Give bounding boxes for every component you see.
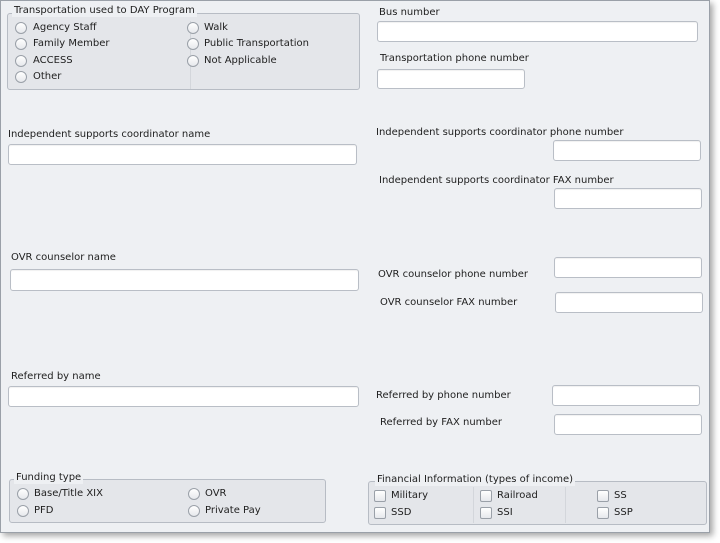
bus-number-label: Bus number xyxy=(379,7,440,18)
radio-family-member-label: Family Member xyxy=(33,38,110,49)
bus-number-input[interactable] xyxy=(377,21,698,42)
radio-base-title-xix[interactable] xyxy=(17,488,29,500)
financial-column-divider-2 xyxy=(565,487,566,523)
financial-info-group-title: Financial Information (types of income) xyxy=(377,474,574,485)
radio-other-label: Other xyxy=(33,71,62,82)
ovr-phone-label: OVR counselor phone number xyxy=(378,269,529,280)
radio-not-applicable[interactable] xyxy=(187,55,199,67)
funding-type-group xyxy=(9,479,326,523)
radio-agency-staff[interactable] xyxy=(15,22,27,34)
isc-phone-label: Independent supports coordinator phone number xyxy=(376,127,624,138)
radio-ovr[interactable] xyxy=(188,488,200,500)
financial-column-divider-1 xyxy=(473,487,474,523)
referred-by-fax-label: Referred by FAX number xyxy=(380,417,503,428)
radio-agency-staff-label: Agency Staff xyxy=(33,22,97,33)
radio-access[interactable] xyxy=(15,55,27,67)
isc-fax-label: Independent supports coordinator FAX number xyxy=(379,175,614,186)
radio-walk[interactable] xyxy=(187,22,199,34)
funding-type-group-title: Funding type xyxy=(16,472,82,483)
checkbox-railroad[interactable] xyxy=(480,490,492,502)
checkbox-railroad-label: Railroad xyxy=(497,490,538,501)
isc-phone-input[interactable] xyxy=(553,140,701,161)
radio-public-transportation[interactable] xyxy=(187,38,199,50)
ovr-fax-input[interactable] xyxy=(555,292,703,313)
isc-name-label: Independent supports coordinator name xyxy=(8,129,211,140)
ovr-fax-label: OVR counselor FAX number xyxy=(380,297,518,308)
ovr-phone-input[interactable] xyxy=(554,257,702,278)
radio-ovr-label: OVR xyxy=(205,488,227,499)
financial-info-group xyxy=(368,481,707,525)
referred-by-phone-input[interactable] xyxy=(552,385,700,406)
radio-private-pay-label: Private Pay xyxy=(205,505,261,516)
checkbox-ssd-label: SSD xyxy=(391,507,412,518)
radio-not-applicable-label: Not Applicable xyxy=(204,55,277,66)
ovr-name-input[interactable] xyxy=(10,269,359,291)
referred-by-phone-label: Referred by phone number xyxy=(376,390,511,401)
transportation-group-title: Transportation used to DAY Program xyxy=(14,5,195,16)
checkbox-ssi[interactable] xyxy=(480,507,492,519)
checkbox-military[interactable] xyxy=(374,490,386,502)
radio-access-label: ACCESS xyxy=(33,55,73,66)
transportation-phone-label: Transportation phone number xyxy=(380,53,529,64)
radio-walk-label: Walk xyxy=(204,22,228,33)
checkbox-ss-label: SS xyxy=(614,490,627,501)
radio-public-transportation-label: Public Transportation xyxy=(204,38,309,49)
checkbox-ss[interactable] xyxy=(597,490,609,502)
isc-fax-input[interactable] xyxy=(554,188,702,209)
checkbox-ssp-label: SSP xyxy=(614,507,633,518)
transportation-phone-input[interactable] xyxy=(377,69,525,89)
ovr-name-label: OVR counselor name xyxy=(11,252,116,263)
checkbox-ssp[interactable] xyxy=(597,507,609,519)
isc-name-input[interactable] xyxy=(8,144,357,165)
radio-pfd[interactable] xyxy=(17,505,29,517)
referred-by-fax-input[interactable] xyxy=(554,414,702,435)
radio-private-pay[interactable] xyxy=(188,505,200,517)
radio-family-member[interactable] xyxy=(15,38,27,50)
checkbox-military-label: Military xyxy=(391,490,429,501)
checkbox-ssd[interactable] xyxy=(374,507,386,519)
radio-pfd-label: PFD xyxy=(34,505,54,516)
radio-other[interactable] xyxy=(15,71,27,83)
referred-by-name-input[interactable] xyxy=(8,386,359,407)
checkbox-ssi-label: SSI xyxy=(497,507,513,518)
referred-by-name-label: Referred by name xyxy=(11,371,101,382)
radio-base-title-xix-label: Base/Title XIX xyxy=(34,488,103,499)
